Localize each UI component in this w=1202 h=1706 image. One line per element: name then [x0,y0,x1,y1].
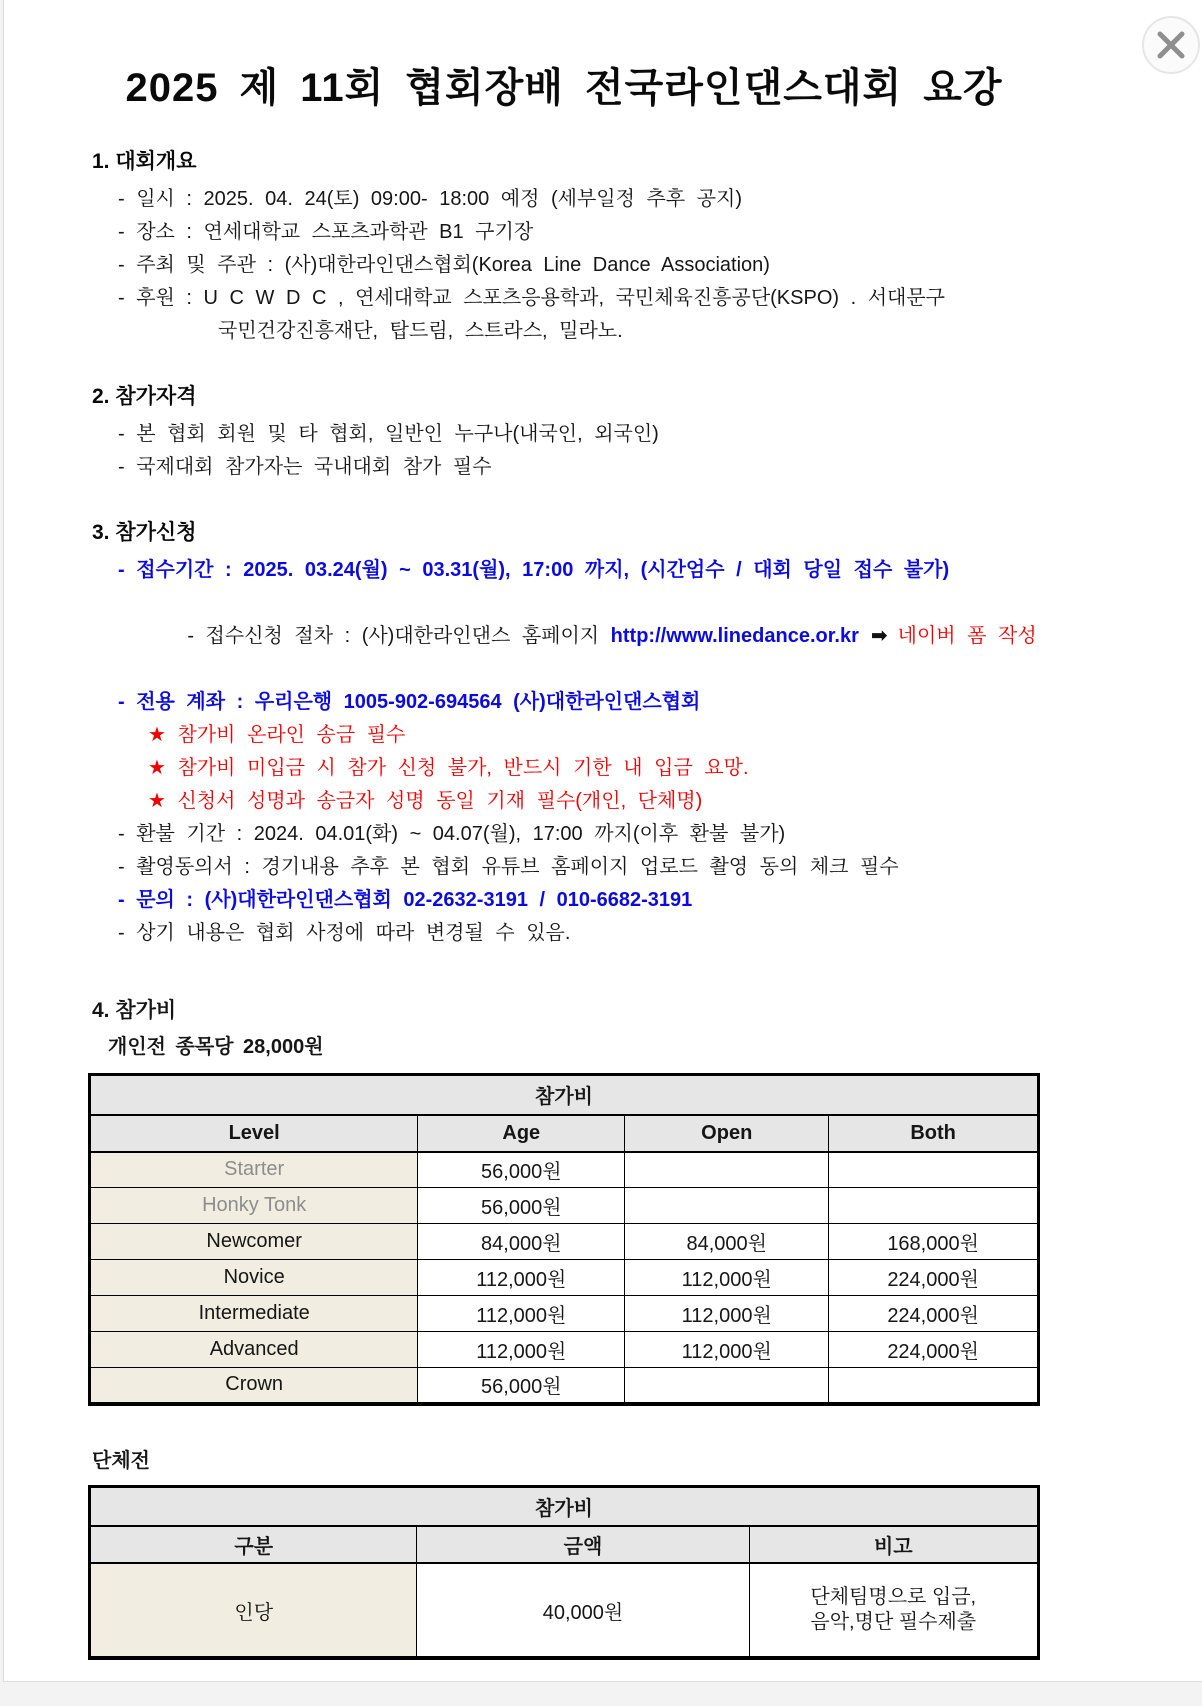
remarks-line1: 단체팀명으로 입금, [810,1586,977,1608]
level-cell: Advanced [90,1332,418,1368]
table-row [90,1188,1039,1224]
note-online-transfer: ★ 참가비 온라인 송금 필수 [148,724,406,746]
table-title-row [90,1486,1039,1526]
both-fee-cell [829,1152,1039,1188]
application-filming: - 촬영동의서 : 경기내용 추후 본 협회 유튜브 홈페이지 업로드 촬영 동의 체크 필수 [118,856,899,878]
open-fee-cell: 112,000원 [625,1332,829,1368]
both-fee-cell [829,1368,1039,1404]
age-fee-cell: 56,000원 [418,1188,625,1224]
both-fee-cell: 224,000원 [829,1296,1039,1332]
col-both: Both [829,1115,1039,1152]
eligibility-international: - 국제대회 참가자는 국내대회 참가 필수 [118,456,492,478]
level-cell: Starter [90,1152,418,1188]
close-button[interactable] [1142,16,1200,74]
col-remarks: 비고 [749,1526,1038,1563]
age-fee-cell: 56,000원 [418,1368,625,1404]
document-body [88,0,1040,1686]
overview-sponsor-wrap: 국민건강진흥재단, 탑드림, 스트라스, 밀라노. [218,320,623,342]
level-cell: Newcomer [90,1224,418,1260]
overview-datetime: - 일시 : 2025. 04. 24(토) 09:00- 18:00 예정 (세부일정 추후 공지) [118,188,742,210]
both-fee-cell: 224,000원 [829,1332,1039,1368]
application-contact: - 문의 : (사)대한라인댄스협회 02-2632-3191 / 010-6682-3191 [118,889,693,911]
individual-fee-note: 개인전 종목당 28,000원 [108,1036,324,1058]
age-fee-cell: 112,000원 [418,1260,625,1296]
age-fee-cell: 112,000원 [418,1296,625,1332]
page-title: 2025 제 11회 협회장배 전국라인댄스대회 요강 [125,66,1003,110]
overview-sponsor: - 후원 : U C W D C , 연세대학교 스포츠응용학과, 국민체육진흥공단(KSPO) . 서대문구 [118,287,945,309]
eligibility-member: - 본 협회 회원 및 타 협회, 일반인 누구나(내국인, 외국인) [118,423,659,445]
col-amount: 금액 [417,1526,749,1563]
col-category: 구분 [90,1526,417,1563]
table-header-row [90,1526,1039,1563]
col-age: Age [418,1115,625,1152]
section-heading-overview: 1. 대회개요 [92,150,197,173]
overview-host: - 주최 및 주관 : (사)대한라인댄스협회(Korea Line Dance Association) [118,254,770,276]
level-cell: Crown [90,1368,418,1404]
table-row [90,1224,1039,1260]
open-fee-cell: 112,000원 [625,1260,829,1296]
individual-fee-table [88,1073,1040,1406]
table-row [90,1332,1039,1368]
table-row [90,1260,1039,1296]
col-open: Open [625,1115,829,1152]
table-title: 참가비 [90,1486,1039,1526]
document-modal [3,0,1202,1682]
age-fee-cell: 84,000원 [418,1224,625,1260]
category-cell: 인당 [90,1563,417,1658]
overview-place: - 장소 : 연세대학교 스포츠과학관 B1 구기장 [118,221,534,243]
table-row [90,1368,1039,1404]
note-same-name: ★ 신청서 성명과 송금자 성명 동일 기재 필수(개인, 단체명) [148,790,703,812]
both-fee-cell [829,1188,1039,1224]
procedure-text: - 접수신청 절차 : (사)대한라인댄스 홈페이지 [187,625,611,647]
both-fee-cell: 168,000원 [829,1224,1039,1260]
section-heading-eligibility: 2. 참가자격 [92,385,197,408]
note-unpaid: ★ 참가비 미입금 시 참가 신청 불가, 반드시 기한 내 입금 요망. [148,757,749,779]
application-change-note: - 상기 내용은 협회 사정에 따라 변경될 수 있음. [118,922,571,944]
section-heading-application: 3. 참가신청 [92,521,197,544]
open-fee-cell [625,1152,829,1188]
level-cell: Novice [90,1260,418,1296]
remarks-line2: 음악,명단 필수제출 [810,1611,977,1633]
remarks-cell [749,1563,1038,1658]
both-fee-cell: 224,000원 [829,1260,1039,1296]
procedure-naver-note: 네이버 폼 작성 [897,625,1037,647]
website-link[interactable]: http://www.linedance.or.kr [610,625,859,647]
group-fee-label: 단체전 [92,1449,150,1472]
table-row [90,1152,1039,1188]
application-period: - 접수기간 : 2025. 03.24(월) ~ 03.31(월), 17:00 까지, (시간엄수 / 대회 당일 접수 불가) [118,559,950,581]
col-level: Level [90,1115,418,1152]
application-procedure [118,587,1040,686]
table-title: 참가비 [90,1075,1039,1115]
open-fee-cell [625,1188,829,1224]
age-fee-cell: 56,000원 [418,1152,625,1188]
open-fee-cell: 112,000원 [625,1296,829,1332]
level-cell: Honky Tonk [90,1188,418,1224]
arrow-right-icon: ➡ [870,625,888,647]
section-heading-fees: 4. 참가비 [92,999,177,1022]
open-fee-cell [625,1368,829,1404]
table-title-row [90,1075,1039,1115]
group-fee-table [88,1485,1040,1661]
table-row [90,1563,1039,1658]
application-refund: - 환불 기간 : 2024. 04.01(화) ~ 04.07(월), 17:00 까지(이후 환불 불가) [118,823,786,845]
amount-cell: 40,000원 [417,1563,749,1658]
level-cell: Intermediate [90,1296,418,1332]
age-fee-cell: 112,000원 [418,1332,625,1368]
table-row [90,1296,1039,1332]
application-account: - 전용 계좌 : 우리은행 1005-902-694564 (사)대한라인댄스협회 [118,691,701,713]
table-header-row [90,1115,1039,1152]
open-fee-cell: 84,000원 [625,1224,829,1260]
close-icon [1156,30,1186,60]
